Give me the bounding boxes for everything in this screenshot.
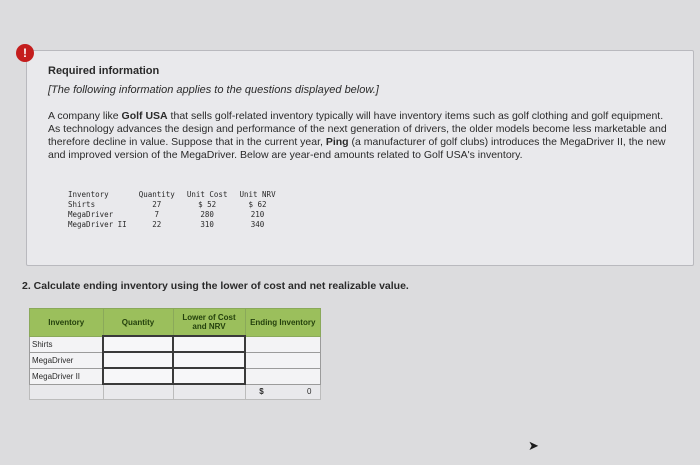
- alert-icon: !: [16, 44, 34, 62]
- ending-inventory-megadriver: [245, 352, 321, 368]
- col-unit-cost: Unit Cost: [186, 190, 228, 199]
- table-row: MegaDriver II 22 310 340: [68, 220, 265, 229]
- total-value: 0: [307, 387, 312, 397]
- table-row: MegaDriver 7 280 210: [68, 210, 265, 219]
- lcnrv-input-megadriver[interactable]: [173, 352, 245, 368]
- col-unit-nrv: Unit NRV: [239, 190, 276, 199]
- total-row: [30, 384, 321, 400]
- inventory-data-table: [62, 190, 282, 230]
- col-inventory: Inventory: [68, 190, 109, 199]
- problem-paragraph: A company like Golf USA that sells golf-related inventory typically will have inventory items such as golf clothing and golf equipment. As technology advances the design and performance of the next generation of drivers, the older models become less marketable and therefore decline in value. Suppose that in the current year, Ping (a manufacturer of golf clubs) introduces the MegaDriver II, the new and improved version of the MegaDriver. Below are year-end amounts related to Golf USA's inventory.: [48, 110, 667, 161]
- quantity-input-shirts[interactable]: [103, 336, 173, 352]
- lcnrv-input-megadriver-ii[interactable]: [173, 368, 245, 384]
- quantity-input-megadriver-ii[interactable]: [103, 368, 173, 384]
- ending-inventory-shirts: [245, 336, 321, 352]
- quantity-input-megadriver[interactable]: [103, 352, 173, 368]
- answer-col-quantity: Quantity: [103, 309, 173, 337]
- answer-col-inventory: Inventory: [30, 309, 104, 337]
- info-note: [The following information applies to the questions displayed below.]: [48, 84, 379, 96]
- dollar-sign: $: [259, 387, 264, 397]
- mouse-cursor-icon: ➤: [528, 438, 539, 453]
- answer-table: [29, 308, 321, 400]
- col-quantity: Quantity: [138, 190, 175, 199]
- table-row: MegaDriver: [30, 352, 321, 368]
- ending-inventory-megadriver-ii: [245, 368, 321, 384]
- lcnrv-input-shirts[interactable]: [173, 336, 245, 352]
- total-ending-inventory: [245, 384, 321, 400]
- table-row: MegaDriver II: [30, 368, 321, 384]
- answer-col-lower-cost-nrv: Lower of Cost and NRV: [173, 309, 245, 337]
- table-row: Shirts: [30, 336, 321, 352]
- required-info-title: Required information: [48, 65, 160, 77]
- answer-col-ending-inventory: Ending Inventory: [245, 309, 321, 337]
- question-text: 2. Calculate ending inventory using the lower of cost and net realizable value.: [22, 280, 409, 292]
- table-row: Shirts 27 $ 52 $ 62: [68, 200, 267, 209]
